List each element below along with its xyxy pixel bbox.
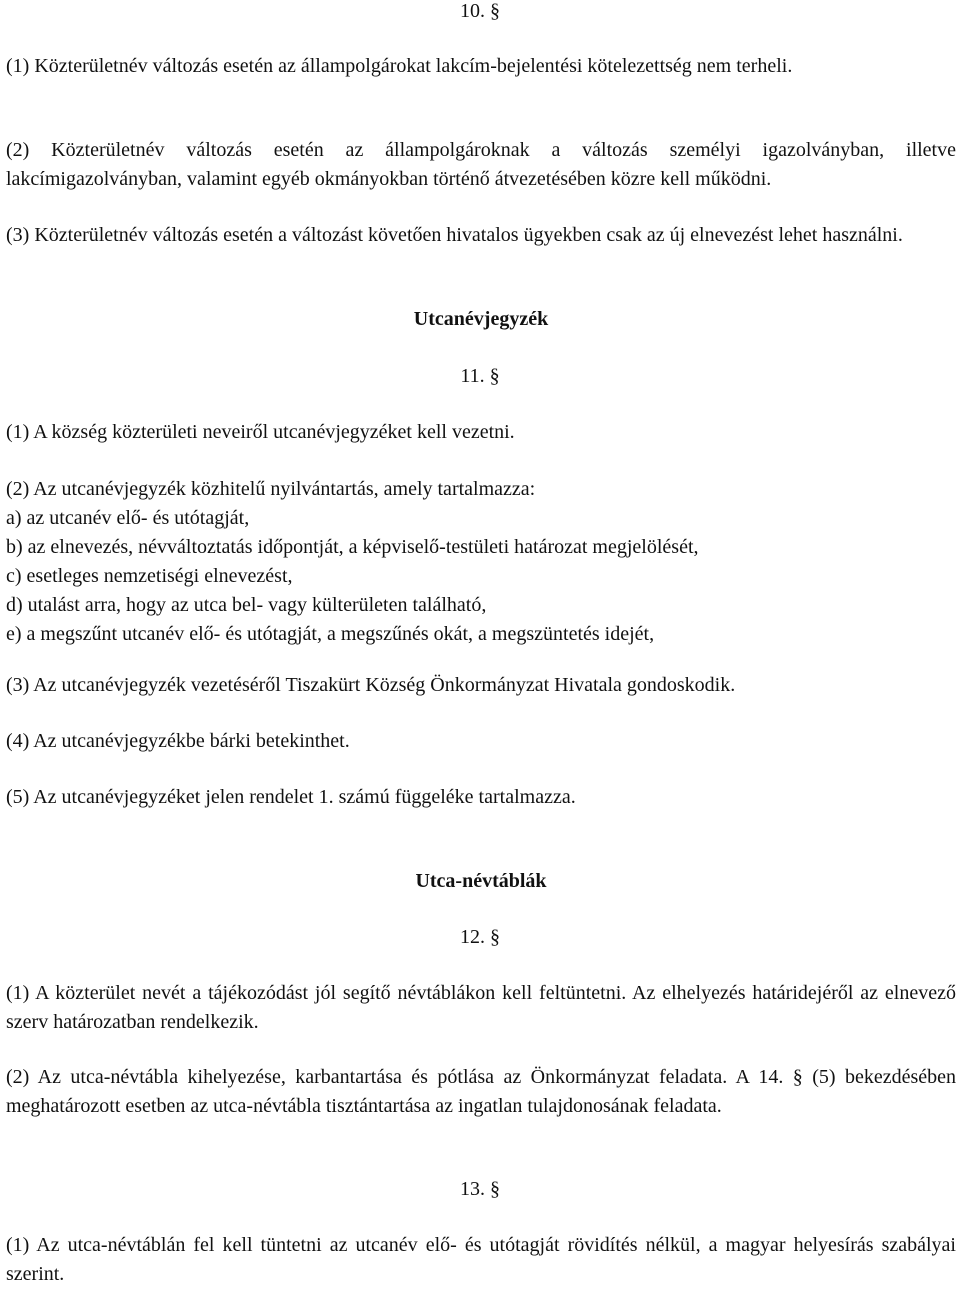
heading-utcanevjegyzek: Utcanévjegyzék xyxy=(413,308,549,330)
list-item: b) az elnevezés, névváltoztatás időpontját, a képviselő-testületi határozat megjelölését, xyxy=(6,536,699,558)
section-12-paragraph-1: (1) A közterület nevét a tájékozódást jól segítő névtáblákon kell feltüntetni. Az elhelyezés határidejéről az elnevező szerv határozatban rendelkezik. xyxy=(6,982,956,1033)
section-11-paragraph-4: (4) Az utcanévjegyzékbe bárki betekinthet. xyxy=(6,730,350,752)
list-item: c) esetleges nemzetiségi elnevezést, xyxy=(6,565,293,587)
section-11-paragraph-3: (3) Az utcanévjegyzék vezetéséről Tiszakürt Község Önkormányzat Hivatala gondoskodik. xyxy=(6,674,736,696)
section-11-paragraph-5: (5) Az utcanévjegyzéket jelen rendelet 1. számú függeléke tartalmazza. xyxy=(6,786,576,808)
section-11-number: 11. § xyxy=(460,365,500,387)
section-13-paragraph-1: (1) Az utca-névtáblán fel kell tüntetni az utcanév elő- és utótagját rövidítés nélkül, a magyar helyesírás szabályai szerint. xyxy=(6,1234,956,1285)
section-11-paragraph-2 xyxy=(6,475,956,649)
section-10-paragraph-1: (1) Közterületnév változás esetén az állampolgárokat lakcím-bejelentési kötelezettség nem terheli. xyxy=(6,55,793,77)
section-10-paragraph-2: (2) Közterületnév változás esetén az állampolgároknak a változás személyi igazolványban, illetve lakcímigazolványban, valamint egyéb okmányokban történő átvezetésében közre kell működni. xyxy=(6,139,956,190)
list-item: a) az utcanév elő- és utótagját, xyxy=(6,507,250,529)
heading-utca-nevtablak: Utca-névtáblák xyxy=(415,870,547,892)
list-item: (2) Az utcanévjegyzék közhitelű nyilvántartás, amely tartalmazza: xyxy=(6,478,536,500)
list-item: e) a megszűnt utcanév elő- és utótagját, a megszűnés okát, a megszüntetés idejét, xyxy=(6,623,655,645)
section-10-paragraph-3: (3) Közterületnév változás esetén a változást követően hivatalos ügyekben csak az új elnevezést lehet használni. xyxy=(6,224,903,246)
list-item: d) utalást arra, hogy az utca bel- vagy külterületen található, xyxy=(6,594,487,616)
section-13-number: 13. § xyxy=(460,1178,500,1200)
section-11-paragraph-1: (1) A község közterületi neveiről utcanévjegyzéket kell vezetni. xyxy=(6,421,515,443)
section-10-number: 10. § xyxy=(460,0,500,22)
section-12-number: 12. § xyxy=(460,926,500,948)
section-12-paragraph-2: (2) Az utca-névtábla kihelyezése, karbantartása és pótlása az Önkormányzat feladata. A 14. § (5) bekezdésében meghatározott esetben az utca-névtábla tisztántartása az ingatlan tulajdonosának feladata. xyxy=(6,1066,956,1117)
